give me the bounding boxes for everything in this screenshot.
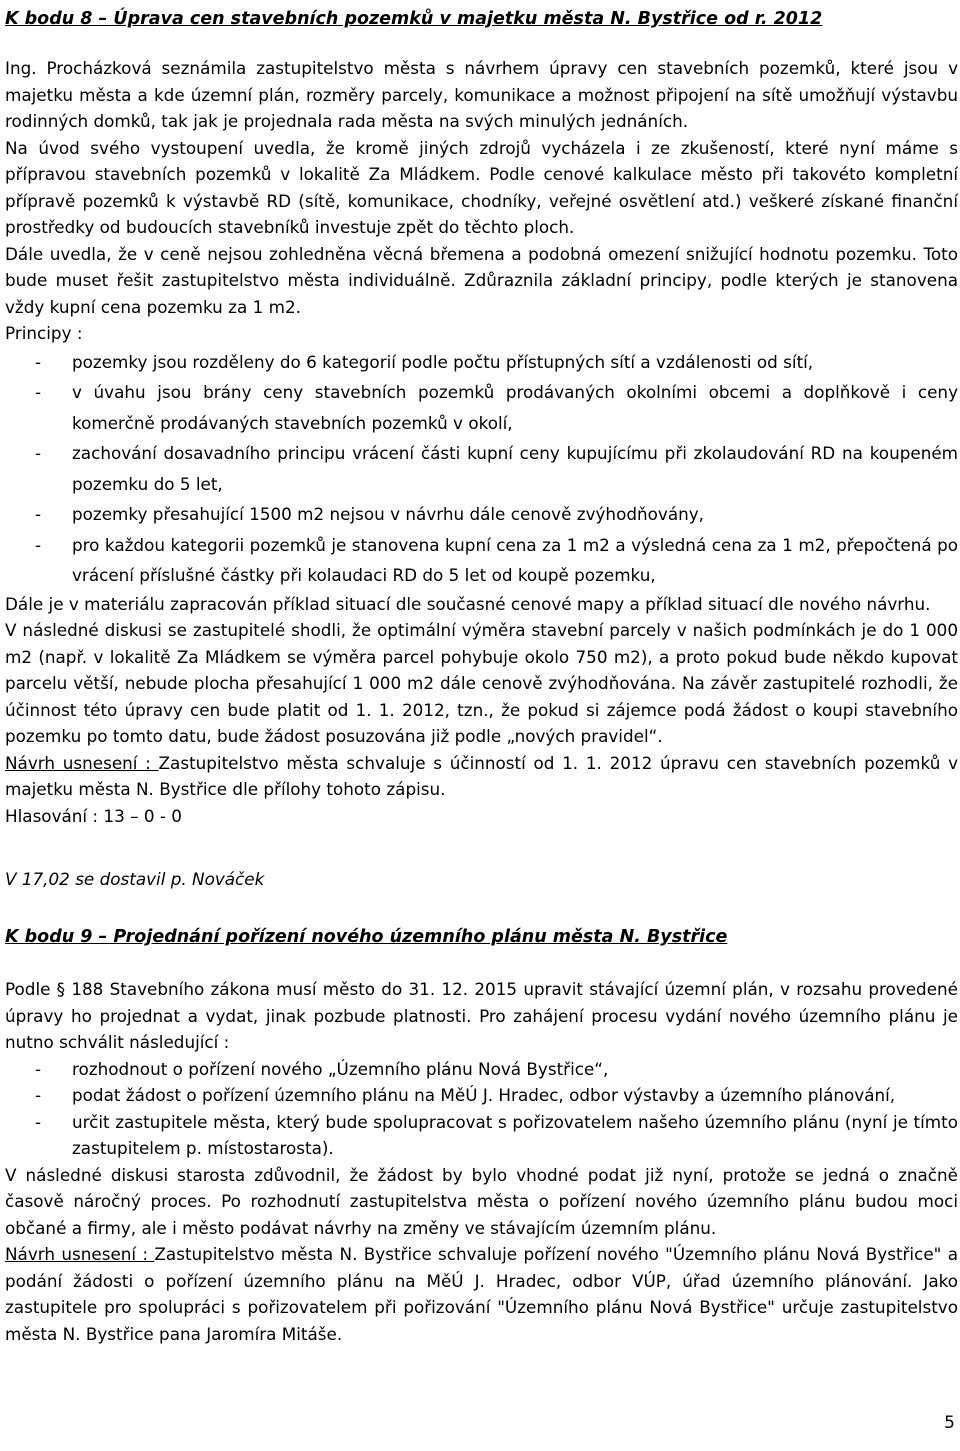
resolution-text: Zastupitelstvo města N. Bystřice schvaluje pořízení nového "Územního plánu Nová Bystřice" a podání žádosti o pořízení územního plánu na MěÚ J. Hradec, odbor VÚP, úřad územního plánování. Jako zastupitele pro spolupráci s pořizovatelem při pořizování "Územního plánu Nová Bystřice" určuje zastupitelstvo města N. Bystřice pana Jaromíra Mitáše. bbox=[5, 1244, 958, 1344]
arrival-note: V 17,02 se dostavil p. Nováček bbox=[5, 869, 265, 889]
bod-8-body bbox=[5, 55, 958, 829]
list-item: - pozemky jsou rozděleny do 6 kategorií podle počtu přístupných sítí a vzdálenosti od sítí, bbox=[35, 351, 814, 372]
paragraph: Dále je v materiálu zapracován příklad situací dle současné cenové mapy a příklad situací dle nového návrhu. bbox=[5, 593, 931, 614]
paragraph: V následné diskusi starosta zdůvodnil, že žádost by bylo vhodné podat již nyní, protože se jedná o značně časově náročný proces. Po rozhodnutí zastupitelstva města o pořízení nového územního plánu budou moci občané a firmy, ale i město podávat návrhy na změny ve stávajícím územním plánu. bbox=[5, 1164, 958, 1238]
list-item: - rozhodnout o pořízení nového „Územního plánu Nová Bystřice“, bbox=[35, 1058, 609, 1079]
resolution bbox=[5, 1241, 958, 1347]
section-heading-bod-9: K bodu 9 – Projednání pořízení nového územního plánu města N. Bystřice bbox=[5, 927, 728, 947]
principles-label: Principy : bbox=[5, 323, 83, 343]
paragraph: Dále uvedla, že v ceně nejsou zohledněna věcná břemena a podobná omezení snižující hodnotu pozemku. Toto bude muset řešit zastupitelstvo města individuálně. Zdůraznila základní principy, podle kterých je stanovena vždy kupní cena pozemku za 1 m2. bbox=[5, 243, 958, 317]
paragraph: V následné diskusi se zastupitelé shodli, že optimální výměra stavební parcely v našich podmínkách je do 1 000 m2 (např. v lokalitě Za Mládkem se výměra parcel pohybuje okolo 750 m2), a proto pokud bude někdo kupovat parcelu větší, nebude plocha přesahující 1 000 m2 dále cenově zvýhodňována. Na závěr zastupitelé rozhodli, že účinnost této úpravy cen bude platit od 1. 1. 2012, tzn., že pokud si zájemce podá žádost o koupi stavebního pozemku po tomto datu, bude žádost posuzována již podle „nových pravidel“. bbox=[5, 620, 958, 746]
list-item: - pozemky přesahující 1500 m2 nejsou v návrhu dále cenově zvýhodňovány, bbox=[35, 504, 705, 524]
resolution-label: Návrh usnesení : bbox=[5, 752, 159, 773]
resolution bbox=[5, 750, 958, 803]
steps-list bbox=[5, 1056, 958, 1162]
list-item: - pro každou kategorii pozemků je stanovena kupní cena za 1 m2 a výsledná cena za 1 m2, přepočtená po vrácení příslušné částky při kolaudaci RD do 5 let od koupě pozemku, bbox=[35, 534, 958, 585]
paragraph: Podle § 188 Stavebního zákona musí město do 31. 12. 2015 upravit stávající územní plán, v rozsahu provedené úpravy ho projednat a vydat, jinak pozbude platnosti. Pro zahájení procesu vydání nového územního plánu je nutno schválit následující : bbox=[5, 979, 958, 1052]
list-item: - zachování dosavadního principu vrácení části kupní ceny kupujícímu při zkolaudování RD na koupeném pozemku do 5 let, bbox=[35, 443, 958, 494]
section-heading-bod-8: K bodu 8 – Úprava cen stavebních pozemků v majetku města N. Bystřice od r. 2012 bbox=[5, 9, 823, 29]
list-item: - v úvahu jsou brány ceny stavebních pozemků prodávaných okolními obcemi a doplňkově i ceny komerčně prodávaných stavebních pozemků v okolí, bbox=[35, 382, 958, 433]
list-item: - určit zastupitele města, který bude spolupracovat s pořizovatelem našeho územního plánu (nyní je tímto zastupitelem p. místostarosta). bbox=[35, 1111, 958, 1158]
resolution-label: Návrh usnesení : bbox=[5, 1244, 155, 1264]
resolution-text: Zastupitelstvo města schvaluje s účinností od 1. 1. 2012 úpravu cen stavebních pozemků v majetku města N. Bystřice dle přílohy tohoto zápisu. bbox=[5, 752, 958, 799]
list-item: - podat žádost o pořízení územního plánu na MěÚ J. Hradec, odbor výstavby a územního plánování, bbox=[35, 1085, 896, 1105]
paragraph: Ing. Procházková seznámila zastupitelstvo města s návrhem úpravy cen stavebních pozemků, které jsou v majetku města a kde územní plán, rozměry parcely, komunikace a možnost připojení na sítě umožňují výstavbu rodinných domků, tak jak je projednala rada města na svých minulých jednáních. bbox=[5, 58, 958, 131]
paragraph: Na úvod svého vystoupení uvedla, že kromě jiných zdrojů vycházela i ze zkušeností, které nyní máme s přípravou stavebních pozemků v lokalitě Za Mládkem. Podle cenové kalkulace město při takovéto kompletní přípravě pozemků k výstavbě RD (sítě, komunikace, chodníky, veřejné osvětlení atd.) veškeré získané finanční prostředky od budoucích stavebníků investuje zpět do těchto ploch. bbox=[5, 137, 958, 237]
page-number: 5 bbox=[944, 1413, 955, 1433]
vote-result: Hlasování : 13 – 0 - 0 bbox=[5, 805, 182, 826]
principles-list bbox=[5, 347, 958, 591]
bod-9-body bbox=[5, 976, 958, 1347]
